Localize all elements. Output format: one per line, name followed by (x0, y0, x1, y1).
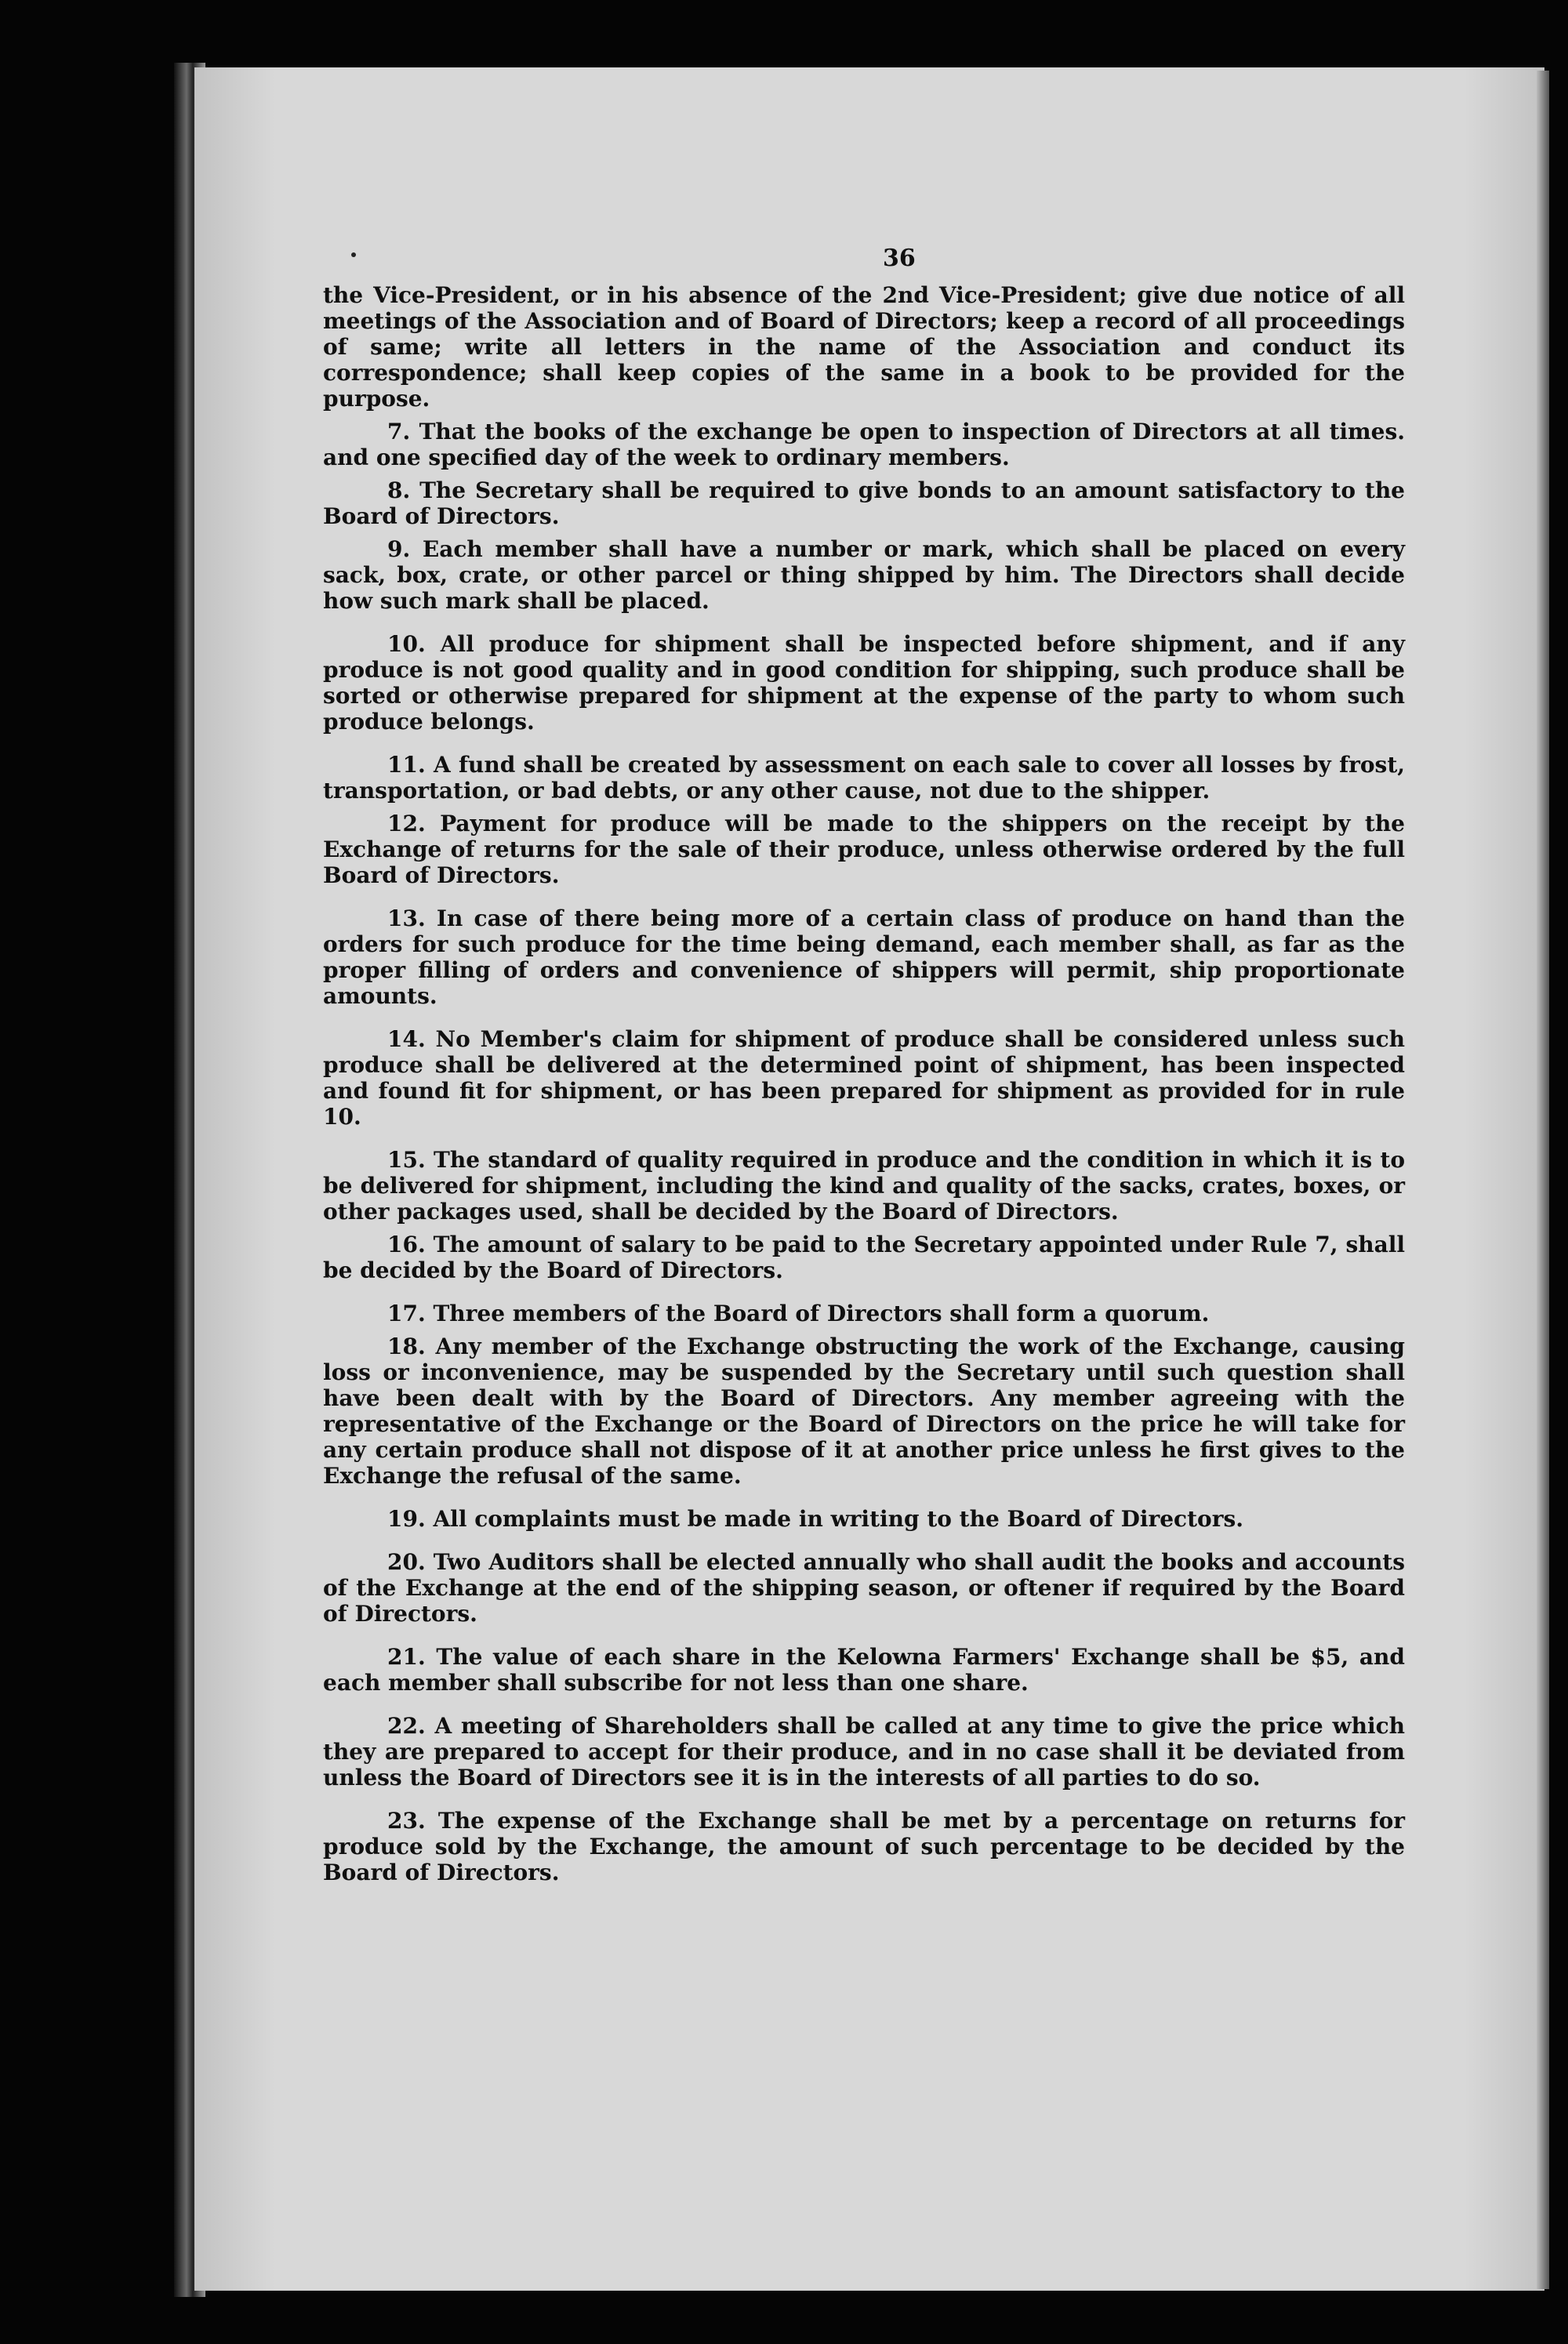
rule-8-paragraph: 8. The Secretary shall be required to give bonds to an amount satisfactory to the Board of Directors. (323, 477, 1405, 529)
rule-23-paragraph: 23. The expense of the Exchange shall be met by a percentage on returns for produce sold by the Exchange, the amount of such percentage to be decided by the Board of Directors. (323, 1808, 1405, 1885)
rule-15-paragraph: 15. The standard of quality required in produce and the condition in which it is to be delivered for shipment, including the kind and quality of the sacks, crates, boxes, or other packages used, shall be decided by the Board of Directors. (323, 1147, 1405, 1225)
body-text (323, 282, 1405, 1892)
rule-14-paragraph: 14. No Member's claim for shipment of produce shall be considered unless such produce shall be delivered at the determined point of shipment, has been inspected and found fit for shipment, or has been prepared for shipment as provided for in rule 10. (323, 1026, 1405, 1130)
rule-12-paragraph: 12. Payment for produce will be made to the shippers on the receipt by the Exchange of returns for the sale of their produce, unless otherwise ordered by the full Board of Directors. (323, 811, 1405, 888)
page-number: 36 (883, 245, 916, 272)
rule-11-paragraph: 11. A fund shall be created by assessment on each sale to cover all losses by frost, transportation, or bad debts, or any other cause, not due to the shipper. (323, 752, 1405, 804)
rule-20-paragraph: 20. Two Auditors shall be elected annually who shall audit the books and accounts of the Exchange at the end of the shipping season, or oftener if required by the Board of Directors. (323, 1549, 1405, 1627)
rule-9-paragraph: 9. Each member shall have a number or mark, which shall be placed on every sack, box, crate, or other parcel or thing shipped by him. The Directors shall decide how such mark shall be placed. (323, 536, 1405, 614)
rule-22-paragraph: 22. A meeting of Shareholders shall be called at any time to give the price which they are prepared to accept for their produce, and in no case shall it be deviated from unless the Board of Directors see it is in the interests of all parties to do so. (323, 1713, 1405, 1791)
rule-18-paragraph: 18. Any member of the Exchange obstructing the work of the Exchange, causing loss or inconvenience, may be suspended by the Secretary until such question shall have been dealt with by the Board of Directors. Any member agreeing with the representative of the Exchange or the Board of Directors on the price he will take for any certain produce shall not dispose of it at another price unless he first gives to the Exchange the refusal of the same. (323, 1333, 1405, 1489)
rule-21-paragraph: 21. The value of each share in the Kelowna Farmers' Exchange shall be $5, and each member shall subscribe for not less than one share. (323, 1644, 1405, 1696)
paragraph-continuation: the Vice-President, or in his absence of the 2nd Vice-President; give due notice of all meetings of the Association and of Board of Directors; keep a record of all proceedings of same; write all letters in the name of the Association and conduct its correspondence; shall keep copies of the same in a book to be provided for the purpose. (323, 282, 1405, 412)
rule-16-paragraph: 16. The amount of salary to be paid to the Secretary appointed under Rule 7, shall be decided by the Board of Directors. (323, 1232, 1405, 1283)
rule-10-paragraph: 10. All produce for shipment shall be inspected before shipment, and if any produce is not good quality and in good condition for shipping, such produce shall be sorted or otherwise prepared for shipment at the expense of the party to whom such produce belongs. (323, 631, 1405, 735)
rule-7-paragraph: 7. That the books of the exchange be open to inspection of Directors at all times. and one specified day of the week to ordinary members. (323, 419, 1405, 470)
ink-speck (351, 252, 356, 257)
rule-13-paragraph: 13. In case of there being more of a certain class of produce on hand than the orders for such produce for the time being demand, each member shall, as far as the proper filling of orders and convenience of shippers will permit, ship proportionate amounts. (323, 905, 1405, 1009)
page-edge (1537, 71, 1549, 2289)
rule-19-paragraph: 19. All complaints must be made in writing to the Board of Directors. (387, 1506, 1243, 1532)
rule-17-paragraph: 17. Three members of the Board of Directors shall form a quorum. (387, 1301, 1210, 1326)
